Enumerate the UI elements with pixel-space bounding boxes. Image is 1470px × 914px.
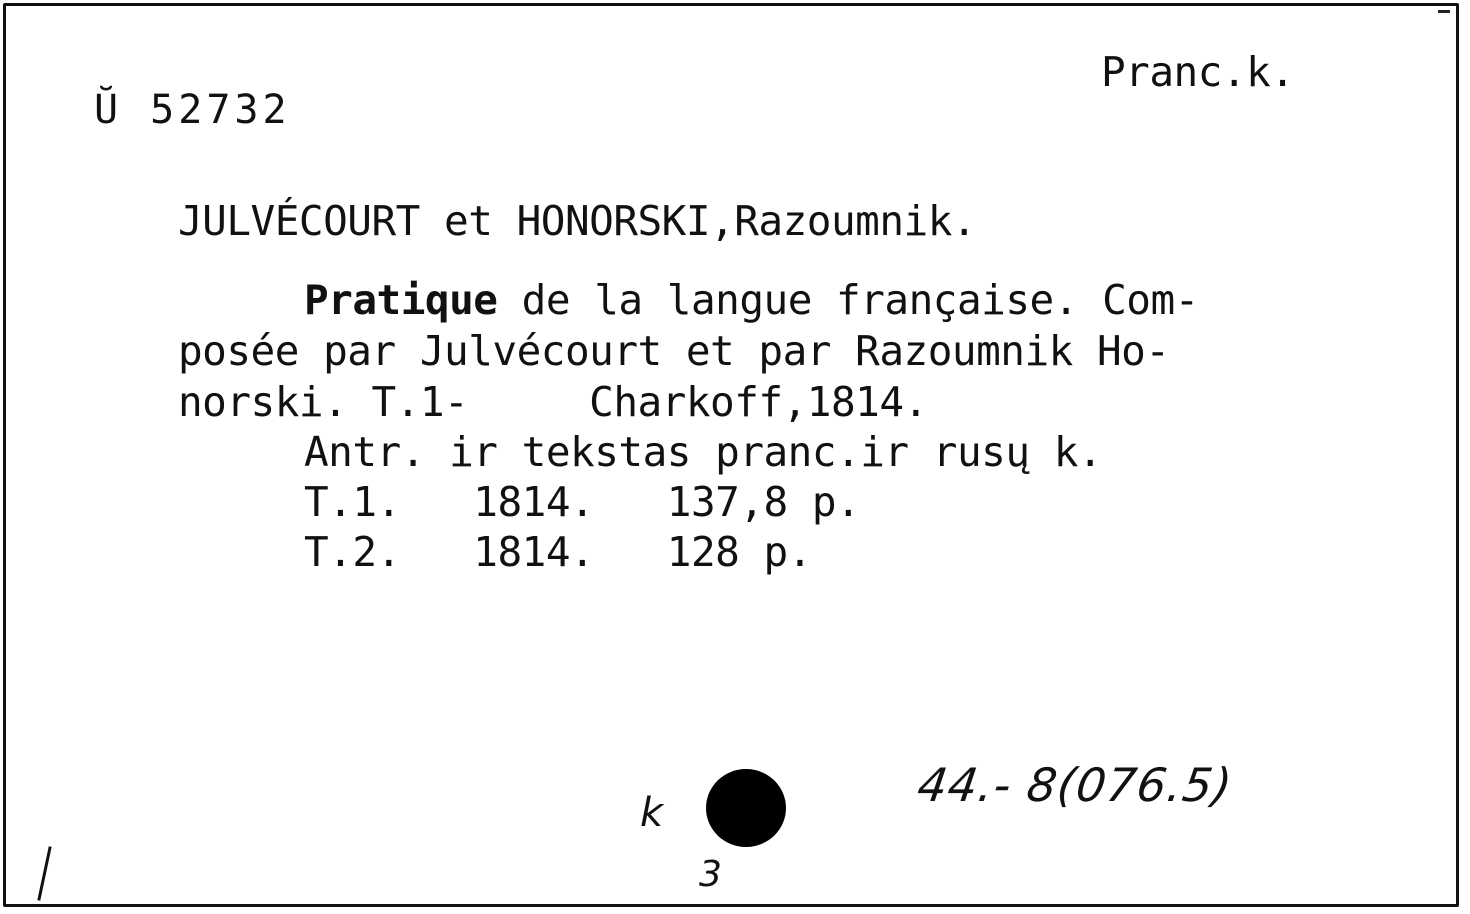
call-number: Ŭ 52732 <box>94 87 291 133</box>
handwritten-3-mark: 3 <box>699 854 722 895</box>
volume-1-line: T.1. 1814. 137,8 p. <box>304 478 861 526</box>
edge-mark <box>1438 10 1450 13</box>
author-heading: JULVÉCOURT et HONORSKI,Razoumnik. <box>178 197 977 245</box>
title-line-1-rest: de la langue française. Com- <box>497 276 1199 324</box>
catalog-card <box>3 3 1459 907</box>
imprint-line: norski. T.1- Charkoff,1814. <box>178 378 928 426</box>
title-line-2: posée par Julvécourt et par Razoumnik Ho- <box>178 327 1170 375</box>
subject-label: Pranc.k. <box>1101 48 1295 96</box>
title-first-word: Pratique <box>304 276 498 324</box>
handwritten-k-mark: k <box>640 790 664 836</box>
punch-hole <box>706 769 786 847</box>
pencil-slash <box>37 846 51 900</box>
classification-number: 44.- 8(076.5) <box>914 758 1237 812</box>
volume-2-line: T.2. 1814. 128 p. <box>304 528 812 576</box>
note-line: Antr. ir tekstas pranc.ir rusų k. <box>304 428 1103 476</box>
title-line-1 <box>304 278 1199 322</box>
